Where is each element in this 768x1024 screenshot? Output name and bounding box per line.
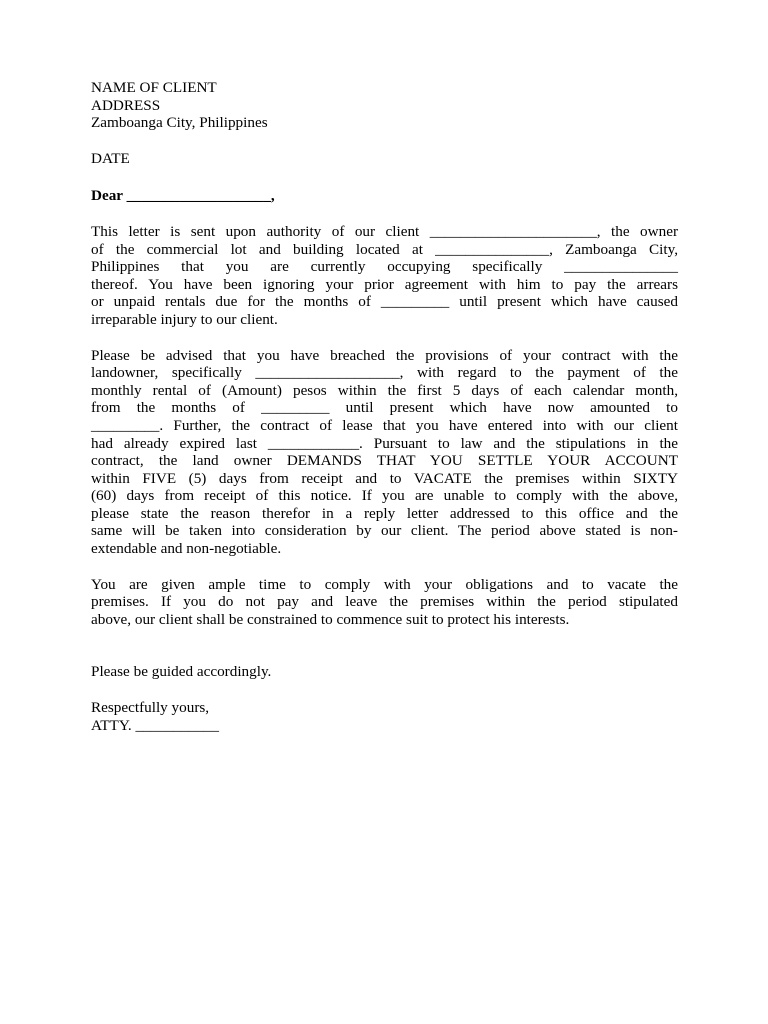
salutation: Dear ___________________, <box>91 187 275 205</box>
paragraph-line: irreparable injury to our client. <box>91 310 278 328</box>
paragraph-authority <box>91 223 678 329</box>
paragraph-line: premises. If you do not pay and leave the premises within the period stipulated <box>91 593 678 611</box>
paragraph-line: same will be taken into consideration by our client. The period above stated is non- <box>91 522 678 540</box>
paragraph-line: monthly rental of (Amount) pesos within the first 5 days of each calendar month, <box>91 381 678 399</box>
paragraph-line: or unpaid rentals due for the months of _________ until present which have caused <box>91 293 678 311</box>
paragraph-line: please state the reason therefor in a reply letter addressed to this office and the <box>91 504 678 522</box>
paragraph-breach <box>91 347 678 558</box>
paragraph-line: This letter is sent upon authority of our client ______________________, the owner <box>91 222 678 240</box>
paragraph-warning <box>91 576 678 629</box>
signoff: Respectfully yours, <box>91 699 210 717</box>
paragraph-line: above, our client shall be constrained to commence suit to protect his interests. <box>91 610 570 628</box>
closing-note: Please be guided accordingly. <box>91 663 272 681</box>
paragraph-line: (60) days from receipt of this notice. If you are unable to comply with the above, <box>91 487 678 505</box>
letter-date: DATE <box>91 149 130 167</box>
paragraph-line: landowner, specifically ___________________, with regard to the payment of the <box>91 364 678 382</box>
signature-line: ATTY. ___________ <box>91 716 219 734</box>
paragraph-line: within FIVE (5) days from receipt and to VACATE the premises within SIXTY <box>91 469 678 487</box>
paragraph-line: had already expired last ____________. Pursuant to law and the stipulations in the <box>91 434 678 452</box>
paragraph-line: contract, the land owner DEMANDS THAT YOU SETTLE YOUR ACCOUNT <box>91 452 678 470</box>
paragraph-line: _________. Further, the contract of lease that you have entered into with our client <box>91 416 678 434</box>
paragraph-line: extendable and non-negotiable. <box>91 540 282 558</box>
client-name: NAME OF CLIENT <box>91 79 217 96</box>
paragraph-line: Philippines that you are currently occupying specifically _______________ <box>91 258 678 276</box>
letter-page <box>91 79 678 734</box>
letter-header <box>91 79 678 132</box>
client-address: ADDRESS <box>91 96 161 114</box>
paragraph-line: from the months of _________ until present which have now amounted to <box>91 399 678 417</box>
client-city: Zamboanga City, Philippines <box>91 114 268 132</box>
paragraph-line: Please be advised that you have breached the provisions of your contract with the <box>91 346 678 364</box>
paragraph-line: thereof. You have been ignoring your prior agreement with him to pay the arrears <box>91 275 678 293</box>
paragraph-line: You are given ample time to comply with your obligations and to vacate the <box>91 575 678 593</box>
paragraph-line: of the commercial lot and building located at _______________, Zamboanga City, <box>91 240 678 258</box>
